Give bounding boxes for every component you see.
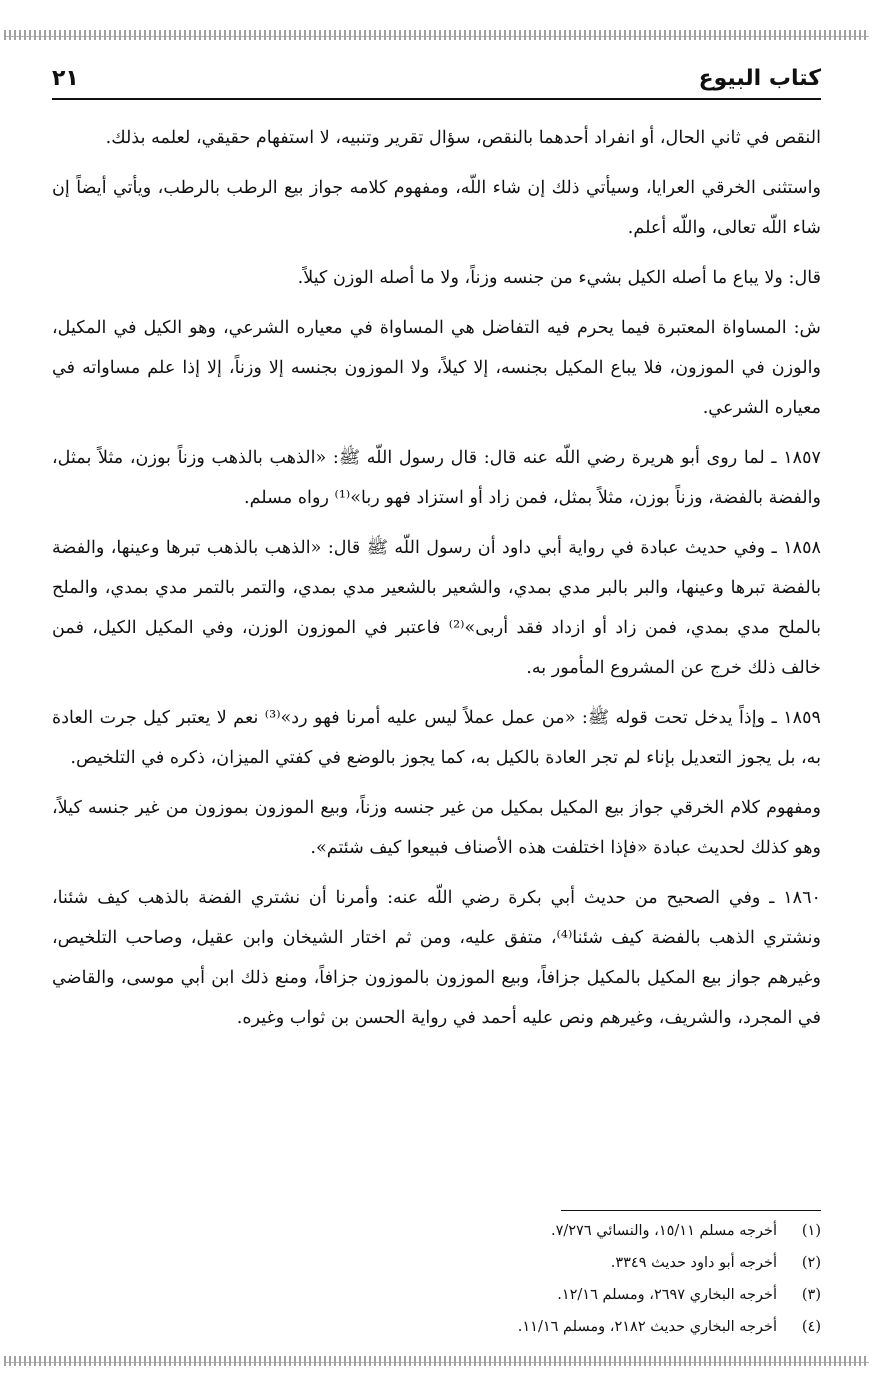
decorative-border-bottom	[4, 1356, 869, 1366]
footnote-text: أخرجه البخاري ٢٦٩٧، ومسلم ١٢/١٦.	[557, 1287, 777, 1303]
footnote-text: أخرجه أبو داود حديث ٣٣٤٩.	[610, 1255, 777, 1271]
footnote	[52, 1311, 821, 1343]
footnote-text: أخرجه البخاري حديث ٢١٨٢، ومسلم ١١/١٦.	[517, 1319, 777, 1335]
paragraph: ش: المساواة المعتبرة فيما يحرم فيه التفاضل هي المساواة في معياره الشرعي، وهو الكيل في المكيل، والوزن في الموزون، فلا يباع المكيل بجنسه، إلا كيلاً، ولا الموزون بجنسه إلا وزناً، إلا إذا علم مساواته في معياره الشرعي.	[52, 318, 821, 418]
paragraph: النقص في ثاني الحال، أو انفراد أحدهما بالنقص، سؤال تقرير وتنبيه، لا استفهام حقيقي، لعلمه بذلك.	[105, 128, 821, 148]
footnote-number: (٤)	[801, 1319, 821, 1335]
paragraph: ومفهوم كلام الخرقي جواز بيع المكيل بمكيل من غير جنسه وزناً، وبيع الموزون بموزون من غير جنسه كيلاً، وهو كذلك لحديث عبادة «فإذا اختلفت هذه الأصناف فبيعوا كيف شئتم».	[52, 798, 821, 858]
page-header	[52, 58, 821, 100]
paragraph: قال: ولا يباع ما أصله الكيل بشيء من جنسه وزناً، ولا ما أصله الوزن كيلاً.	[297, 268, 821, 288]
paragraph: واستثنى الخرقي العرايا، وسيأتي ذلك إن شاء اللّه، ومفهوم كلامه جواز بيع الرطب بالرطب، ويأتي أيضاً إن شاء اللّه تعالى، واللّه أعلم.	[52, 178, 821, 238]
footnote-number: (١)	[801, 1223, 821, 1239]
paragraph: ١٨٥٨ ـ وفي حديث عبادة في رواية أبي داود أن رسول اللّه ﷺ قال: «الذهب بالذهب تبرها وعينها، والفضة بالفضة تبرها وعينها، والبر بالبر مدي بمدي، والشعير بالشعير مدي بمدي، والتمر بالتمر مدي بمدي، والملح بالملح مدي بمدي، فمن زاد أو ازداد فقد أربى»⁽²⁾ فاعتبر في الموزون الوزن، وفي المكيل الكيل، فمن خالف ذلك خرج عن المشروع المأمور به.	[52, 538, 821, 678]
footnote-text: أخرجه مسلم ١٥/١١، والنسائي ٧/٢٧٦.	[550, 1223, 777, 1239]
footnote-divider	[561, 1210, 821, 1211]
footnotes	[52, 1210, 821, 1343]
paragraph: ١٨٦٠ ـ وفي الصحيح من حديث أبي بكرة رضي اللّه عنه: وأمرنا أن نشتري الفضة بالذهب كيف شئنا، ونشتري الذهب بالفضة كيف شئنا⁽⁴⁾، متفق عليه، ومن ثم اختار الشيخان وابن عقيل، وصاحب التلخيص، وغيرهم جواز بيع المكيل بالمكيل جزافاً، وبيع الموزون بالموزون جزافاً، ومنع ذلك ابن أبي موسى، والقاضي في المجرد، والشريف، وغيرهم ونص عليه أحمد في رواية الحسن بن ثواب وغيره.	[52, 888, 822, 1028]
page-number: ٢١	[52, 65, 79, 91]
footnote-number: (٣)	[801, 1287, 821, 1303]
footnote-number: (٢)	[801, 1255, 821, 1271]
main-text	[52, 118, 821, 1048]
decorative-border-top	[4, 30, 869, 40]
paragraph: ١٨٥٩ ـ وإذاً يدخل تحت قوله ﷺ: «من عمل عملاً ليس عليه أمرنا فهو رد»⁽³⁾ نعم لا يعتبر كيل جرت العادة به، بل يجوز التعديل بإناء لم تجر العادة بالكيل به، كما يجوز بالوضع في كفتي الميزان، ذكره في التلخيص.	[52, 708, 821, 768]
paragraph: ١٨٥٧ ـ لما روى أبو هريرة رضي اللّه عنه قال: قال رسول اللّه ﷺ: «الذهب بالذهب وزناً بوزن، مثلاً بمثل، والفضة بالفضة، وزناً بوزن، مثلاً بمثل، فمن زاد أو استزاد فهو ربا»⁽¹⁾ رواه مسلم.	[52, 448, 821, 508]
book-title: كتاب البيوع	[698, 65, 821, 91]
footnote	[52, 1215, 821, 1247]
footnote	[52, 1279, 821, 1311]
footnote	[52, 1247, 821, 1279]
